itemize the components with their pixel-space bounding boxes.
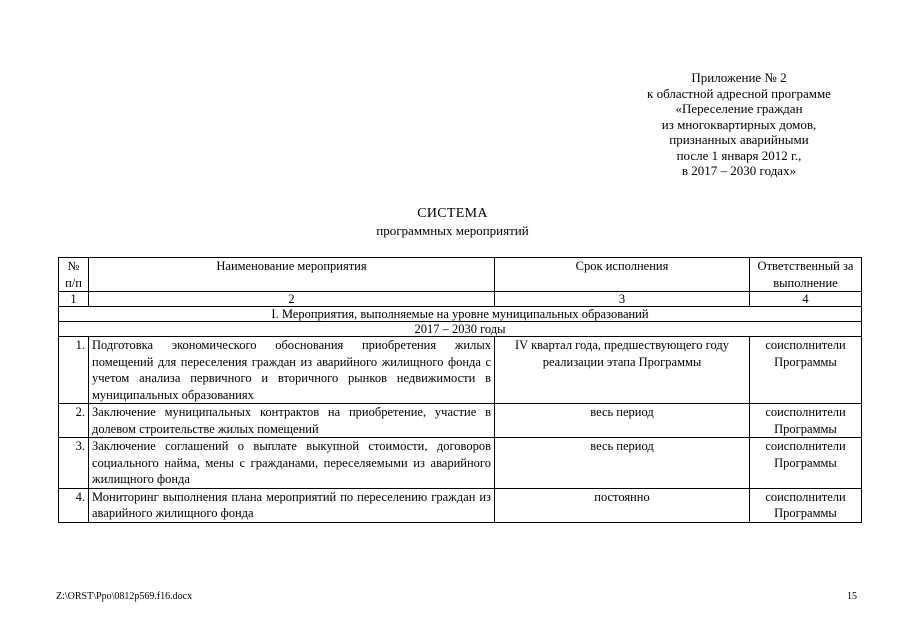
row-name: Мониторинг выполнения плана мероприятий по переселению граждан из аварийного жилищного фонда [89,488,495,522]
period-label: 2017 – 2030 годы [59,322,862,337]
column-number-row [59,292,862,307]
column-number: 1 [59,292,89,307]
table-row [59,337,862,404]
column-number: 3 [495,292,750,307]
row-term: весь период [495,438,750,489]
page-number: 15 [847,591,857,602]
column-number: 2 [89,292,495,307]
row-num: 2. [59,404,89,438]
table-row [59,488,862,522]
row-term: IV квартал года, предшествующего году реализации этапа Программы [495,337,750,404]
row-term: весь период [495,404,750,438]
appendix-line: «Переселение граждан [675,101,803,116]
title-line-1: СИСТЕМА [417,206,488,221]
appendix-line: Приложение № 2 [691,70,787,85]
row-term: постоянно [495,488,750,522]
header-term: Срок исполнения [495,258,750,292]
appendix-line: признанных аварийными [669,132,809,147]
row-responsible: соисполнители Программы [750,337,862,404]
table-row [59,438,862,489]
row-num: 4. [59,488,89,522]
measures-table [58,257,862,523]
appendix-line: после 1 января 2012 г., [676,147,802,163]
document-title [0,205,905,239]
row-responsible: соисполнители Программы [750,488,862,522]
footer-file-path: Z:\ORST\Ppo\0812p569.f16.docx [56,591,193,602]
table-header-row [59,258,862,292]
row-num: 3. [59,438,89,489]
header-num: № п/п [59,258,89,292]
title-line-2: программных мероприятий [376,223,529,238]
table-row [59,404,862,438]
column-number: 4 [750,292,862,307]
row-responsible: соисполнители Программы [750,404,862,438]
row-name: Подготовка экономического обоснования приобретения жилых помещений для переселения граждан из аварийного жилищного фонда с учетом анализа первичного и вторичного рынков недвижимости в муниципальных образованиях [89,337,495,404]
row-name: Заключение муниципальных контрактов на приобретение, участие в долевом строительстве жилых помещений [89,404,495,438]
row-name: Заключение соглашений о выплате выкупной стоимости, договоров социального найма, мены с гражданами, переселяемыми из аварийного жилищного фонда [89,438,495,489]
period-row [59,322,862,337]
row-responsible: соисполнители Программы [750,438,862,489]
header-responsible: Ответственный за выполнение [750,258,862,292]
appendix-line: к областной адресной программе [647,85,831,101]
section-title: I. Мероприятия, выполняемые на уровне муниципальных образований [59,307,862,322]
section-row [59,307,862,322]
row-num: 1. [59,337,89,404]
appendix-line: из многоквартирных домов, [661,116,817,132]
appendix-heading [600,70,878,179]
appendix-line: в 2017 – 2030 годах» [681,163,797,178]
header-name: Наименование мероприятия [89,258,495,292]
